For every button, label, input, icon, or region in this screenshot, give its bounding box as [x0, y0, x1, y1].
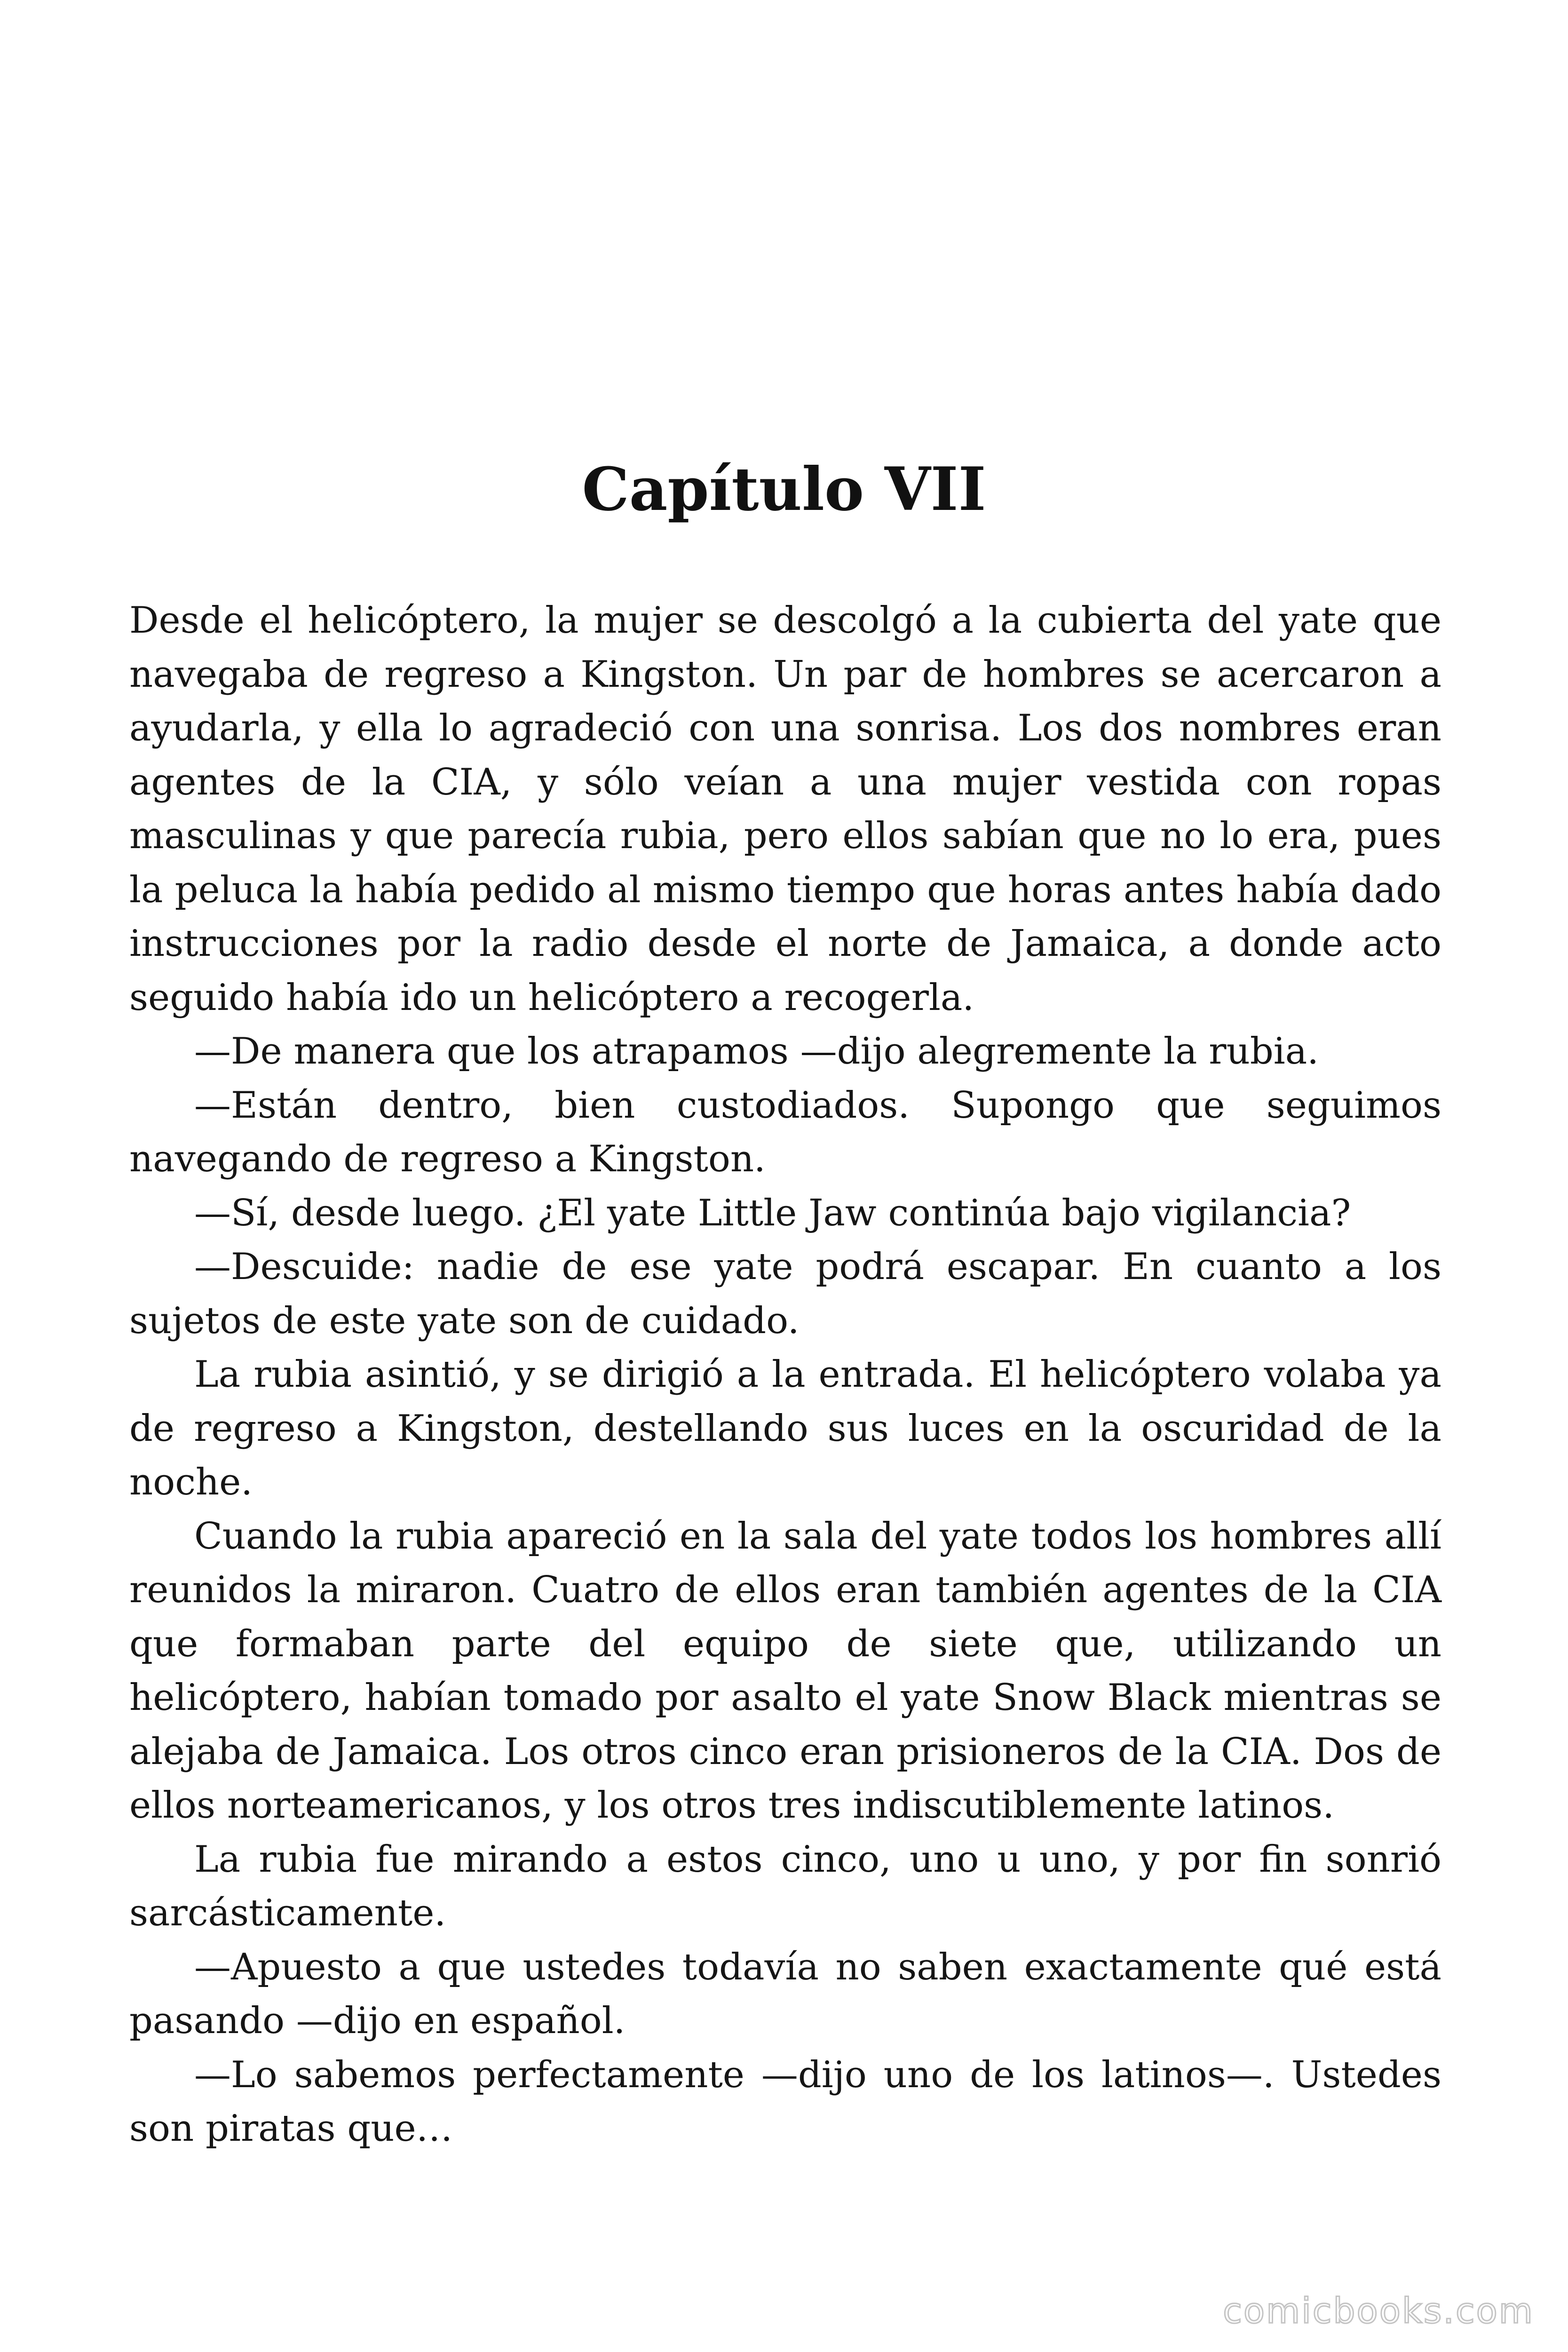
watermark: comicbooks.com [1223, 2291, 1534, 2331]
chapter-body [129, 594, 1441, 2156]
paragraph: —Descuide: nadie de ese yate podrá escapar. En cuanto a los sujetos de este yate son de cuidado. [129, 1246, 1441, 1342]
paragraph: —De manera que los atrapamos —dijo alegremente la rubia. [194, 1030, 1319, 1073]
paragraph: —Lo sabemos perfectamente —dijo uno de los latinos—. Ustedes son piratas que… [129, 2053, 1441, 2150]
paragraph: —Sí, desde luego. ¿El yate Little Jaw continúa bajo vigilancia? [194, 1192, 1351, 1234]
chapter-title: Capítulo VII [582, 454, 986, 524]
paragraph: —Están dentro, bien custodiados. Supongo que seguimos navegando de regreso a Kingston. [129, 1084, 1441, 1180]
paragraph: Cuando la rubia apareció en la sala del yate todos los hombres allí reunidos la miraron. Cuatro de ellos eran también agentes de la CIA que formaban parte del equipo de siete que, utilizando un helicóptero, habían tomado por asalto el yate Snow Black mientras se alejaba de Jamaica. Los otros cinco eran prisioneros de la CIA. Dos de ellos norteamericanos, y los otros tres indiscutiblemente latinos. [129, 1515, 1441, 1827]
paragraph: Desde el helicóptero, la mujer se descolgó a la cubierta del yate que navegaba de regreso a Kingston. Un par de hombres se acercaron a ayudarla, y ella lo agradeció con una sonrisa. Los dos nombres eran agentes de la CIA, y sólo veían a una mujer vestida con ropas masculinas y que parecía rubia, pero ellos sabían que no lo era, pues la peluca la había pedido al mismo tiempo que horas antes había dado instrucciones por la radio desde el norte de Jamaica, a donde acto seguido había ido un helicóptero a recogerla. [129, 599, 1441, 1019]
paragraph: La rubia asintió, y se dirigió a la entrada. El helicóptero volaba ya de regreso a Kingston, destellando sus luces en la oscuridad de la noche. [129, 1353, 1441, 1503]
paragraph: La rubia fue mirando a estos cinco, uno u uno, y por fin sonrió sarcásticamente. [129, 1838, 1441, 1934]
paragraph: —Apuesto a que ustedes todavía no saben exactamente qué está pasando —dijo en español. [129, 1946, 1441, 2042]
